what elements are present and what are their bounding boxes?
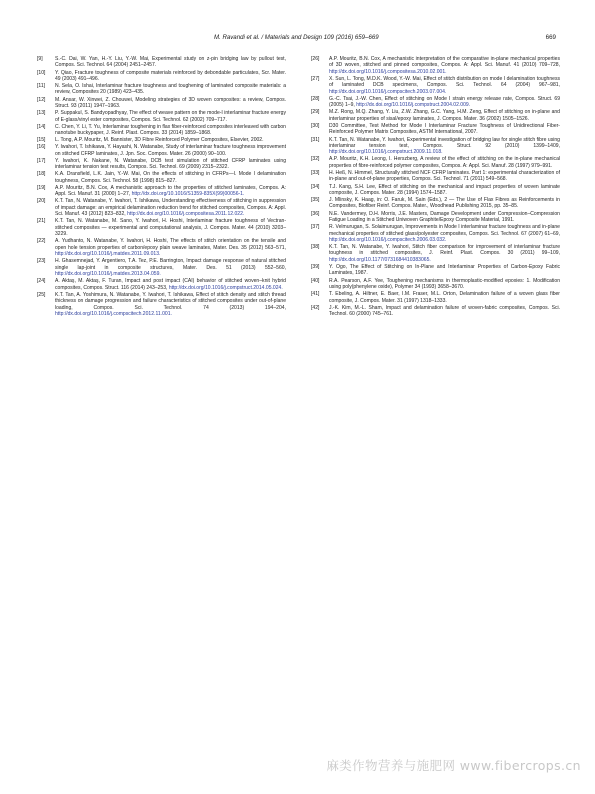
reference-citation: J.-K. Kim, M.-L. Sham, Impact and delamination failure of woven-fabric composites, Compos. Sci. Technol. 60 (2000) 745–761. (329, 304, 560, 318)
reference-text (329, 224, 560, 243)
reference-number: [31] (311, 136, 320, 143)
reference-text (329, 291, 560, 304)
reference-entry (311, 109, 560, 122)
reference-citation: Y. Ogo, The Effect of Stitching on In-Plane and Interlaminar Properties of Carbon-Epoxy Fabric Laminates, 1987. (329, 264, 560, 277)
reference-text (329, 264, 560, 277)
doi-link[interactable]: http://dx.doi.org/10.1016/j.matdes.2013.04.059. (55, 271, 161, 278)
reference-number: [37] (311, 224, 320, 231)
reference-number: [23] (37, 258, 46, 265)
reference-citation: P. Suppakul, S. Bandyopadhyay, The effect of weave pattern on the mode-I interlaminar fracture energy of E-glass/vinyl ester composites, Compos. Sci. Technol. 62 (2002) 709–717. (55, 110, 286, 123)
reference-text (329, 197, 560, 210)
reference-entry (37, 158, 286, 171)
reference-text (55, 137, 286, 143)
reference-number: [18] (37, 171, 46, 178)
reference-text (329, 170, 560, 183)
doi-link[interactable]: http://dx.doi.org/10.1016/j.compscitech.2006.03.032. (329, 236, 447, 243)
reference-entry (37, 70, 286, 83)
reference-number: [40] (311, 277, 320, 284)
reference-citation: A. Yudhanto, N. Watanabe, Y. Iwahori, H. Hoshi, The effects of stitch orientation on the tensile and open hole tension properties of carbon/epoxy plain weave laminates, Mater. Des. 35 (2012) 563–571, (55, 238, 286, 251)
reference-citation: N. Sela, O. Ishai, Interlaminar fracture toughness and toughening of laminated composite materials: a review, Composites 20 (1989) 423–435. (55, 83, 286, 96)
site-watermark: 麻类作物营养与施肥网 www.fibercrops.cn (326, 758, 581, 773)
doi-link[interactable]: http://dx.doi.org/10.1016/j.compscitech.2012.11.001. (55, 311, 172, 318)
reference-number: [25] (37, 291, 46, 298)
reference-number: [42] (311, 304, 320, 311)
reference-text (55, 144, 286, 157)
reference-number: [21] (37, 218, 46, 225)
reference-entry (311, 156, 560, 169)
reference-text (55, 124, 286, 137)
reference-number: [34] (311, 183, 320, 190)
reference-entry (37, 144, 286, 157)
reference-text (55, 292, 286, 318)
doi-link[interactable]: http://dx.doi.org/10.1016/j.compstruct.2014.05.024. (168, 284, 283, 291)
reference-text (329, 123, 560, 136)
doi-link[interactable]: http://dx.doi.org/10.1016/j.compstruct.2009.11.018. (329, 149, 443, 156)
reference-number: [17] (37, 157, 46, 164)
reference-citation: K.T. Tan, N. Watanabe, M. Sano, Y. Iwahori, H. Hoshi, Interlaminar fracture toughness of Vectran-stitched composites — experimental and computational analysis, J. Compos. Mater. 44 (2010) 3203–3229. (55, 218, 286, 238)
reference-entry (37, 278, 286, 291)
reference-entry (311, 211, 560, 224)
reference-citation: K.T. Tan, N. Watanabe, Y. Iwahori, T. Ishikawa, Understanding effectiveness of stitching in suppression of impact damage: an empirical delamination reduction trend for stitched composites, Compos. A: Appl. Sci. Manuf. 43 (2012) 823–832, (55, 198, 286, 218)
reference-text (55, 238, 286, 257)
reference-entry (37, 110, 286, 123)
reference-entry (311, 305, 560, 318)
page-number: 669 (545, 34, 556, 41)
reference-text (329, 278, 560, 291)
doi-link[interactable]: http://dx.doi.org/10.1177/0731684410383065. (329, 256, 431, 263)
references-left-column (37, 56, 286, 318)
reference-number: [20] (37, 198, 46, 205)
reference-number: [19] (37, 184, 46, 191)
doi-link[interactable]: http://dx.doi.org/10.1016/j.compscitech.2003.07.004. (329, 88, 447, 95)
doi-link[interactable]: http://dx.doi.org/10.1016/j.matdes.2011.09.013. (55, 251, 161, 258)
reference-number: [14] (37, 123, 46, 130)
reference-citation: K.T. Tan, N. Watanabe, Y. Iwahori, Stitch fiber comparison for improvement of interlaminar fracture toughness in stitched composites, J. Reinf. Plast. Compos. 30 (2011) 99–109, (329, 244, 560, 257)
reference-number: [33] (311, 169, 320, 176)
reference-number: [38] (311, 244, 320, 251)
reference-text (329, 211, 560, 224)
reference-text (329, 184, 560, 197)
reference-text (55, 110, 286, 123)
doi-link[interactable]: http://dx.doi.org/10.1016/S1359-835X(99)00056-1. (131, 191, 245, 198)
reference-citation: X. Sun, L. Tong, M.D.K. Wood, Y.-W. Mai, Effect of stitch distribution on mode I delamination toughness of laminated DCB specimens, Compos. Sci. Technol. 64 (2004) 967–981, (329, 75, 560, 89)
reference-entry (311, 56, 560, 75)
reference-citation: Y. Iwahori, T. Ishikawa, Y. Hayashi, N. Watanabe, Study of interlaminar fracture toughness improvement on stitched CFRP laminates, J. Jpn. Soc. Compos. Mater. 26 (2000) 90–100. (55, 144, 286, 157)
references-right-column (311, 56, 560, 318)
reference-entry (311, 137, 560, 156)
reference-citation: A.P. Mouritz, B.N. Cox, A mechanistic approach to the properties of stitched laminates, Compos. A: Appl. Sci. Manuf. 31 (2000) 1–27, (55, 184, 286, 198)
reference-entry (37, 258, 286, 277)
reference-entry (37, 238, 286, 257)
journal-header-title: M. Ravandi et al. / Materials and Design 109 (2016) 659–669 (214, 34, 379, 41)
reference-text (55, 278, 286, 291)
reference-citation: G.-C. Tsai, J.-W. Chen, Effect of stitching on Mode I strain energy release rate, Compos. Struct. 69 (2005) 1–9, (329, 95, 560, 109)
reference-citation: M. Ansar, W. Xinwei, Z. Chouwei, Modeling strategies of 3D woven composites: a review, Compos. Struct. 93 (2011) 1947–1963. (55, 96, 286, 110)
reference-citation: Y. Qiao, Fracture toughness of composite materials reinforced by debondable particulates, Scr. Mater. 49 (2003) 491–496. (55, 69, 286, 82)
reference-number: [39] (311, 264, 320, 271)
doi-link[interactable]: http://dx.doi.org/10.1016/j.compstruct.2004.02.009. (356, 102, 471, 109)
reference-number: [24] (37, 278, 46, 285)
reference-citation: K.A. Dransfield, L.K. Jain, Y.-W. Mai, On the effects of stitching in CFRPs—I. Mode I delamination toughness, Compos. Sci. Technol. 58 (1998) 815–827. (55, 171, 286, 184)
reference-entry (37, 83, 286, 96)
reference-citation: M.Z. Rong, M.Q. Zhang, Y. Liu, Z.W. Zhang, G.C. Yang, H.M. Zeng, Effect of stitching on in-plane and interlaminar properties of sisal/epoxy laminates, J. Compos. Mater. 36 (2002) 1505–1526. (329, 109, 560, 122)
reference-entry (37, 171, 286, 184)
reference-citation: C. Chen, Y. Li, T. Yu, Interlaminar toughening in flax fiber-reinforced composites interleaved with carbon nanotube buckypaper, J. Reinf. Plast. Compos. 33 (2014) 1859–1868. (55, 123, 286, 137)
reference-text (55, 83, 286, 96)
reference-citation: Y. Iwahori, K. Nakane, N. Watanabe, DCB test simulation of stitched CFRP laminates using interlaminar tension test results, Compos. Sci. Technol. 69 (2009) 2315–2322. (55, 157, 286, 171)
reference-citation: K.T. Tan, N. Watanabe, Y. Iwahori, Experimental investigation of bridging law for single stitch fibre using interlaminar tension test, Compos. Struct. 92 (2010) 1399–1409, (329, 136, 560, 149)
reference-entry (37, 218, 286, 237)
reference-entry (311, 291, 560, 304)
reference-citation: S.-C. Dai, W. Yan, H.-Y. Liu, Y.-W. Mai, Experimental study on z-pin bridging law by pullout test, Compos. Sci. Technol. 64 (2004) 2451–2457. (55, 56, 286, 69)
reference-entry (37, 198, 286, 217)
reference-citation: H. Ghasemnejad, Y. Argentiero, T.A. Tez, P.E. Barrington, Impact damage response of natural stitched single lap-joint in composite structures, Mater. Des. 51 (2013) 552–560, (55, 258, 286, 271)
reference-citation: H. Heß, N. Himmel, Structurally stitched NCF CFRP laminates. Part 1: experimental characterization of in-plane and out-of-plane properties, Compos. Sci. Technol. 71 (2011) 549–568. (329, 169, 560, 183)
reference-citation: A. Aktaş, M. Aktaş, F. Turan, Impact and post impact (CAI) behavior of stitched woven–knit hybrid composites, Compos. Struct. 116 (2014) 243–253, (55, 278, 286, 291)
reference-number: [9] (37, 56, 43, 62)
reference-text (55, 185, 286, 198)
reference-text (329, 56, 560, 75)
reference-text (329, 76, 560, 95)
reference-entry (311, 96, 560, 109)
reference-number: [15] (37, 137, 46, 144)
reference-citation: K.T. Tan, A. Yoshimura, N. Watanabe, Y. Iwahori, T. Ishikawa, Effect of stitch density and stitch thread thickness on damage progression and failure characteristics of stitched composites under out-of-plane loading, Compos. Sci. Technol. 74 (2013) 194–204, (55, 291, 286, 311)
reference-text (55, 70, 286, 83)
reference-number: [16] (37, 144, 46, 151)
reference-text (329, 109, 560, 122)
reference-text (329, 305, 560, 318)
reference-number: [28] (311, 95, 320, 102)
reference-citation: J. Mlinsky, K. Haag, in: O. Faruk, M. Sain (Eds.), 2 — The Use of Flax Fibres as Reinforcements in Composites, Biofiber Reinf. Compos. Mater., Woodhead Publishing 2015, pp. 35–85. (329, 197, 560, 210)
reference-entry (311, 264, 560, 277)
reference-text (329, 96, 560, 109)
reference-entry (37, 56, 286, 69)
reference-entry (311, 197, 560, 210)
reference-citation: T. Ebeling, A. Hiltner, E. Baer, I.M. Fraser, M.L. Orton, Delamination failure of a woven glass fiber composite, J. Compos. Mater. 31 (1997) 1318–1333. (329, 291, 560, 304)
reference-number: [27] (311, 75, 320, 82)
reference-number: [29] (311, 109, 320, 116)
reference-entry (311, 123, 560, 136)
reference-text (55, 171, 286, 184)
reference-text (55, 56, 286, 69)
reference-citation: D30 Committee, Test Method for Mode I Interlaminar Fracture Toughness of Unidirectional Fiber-Reinforced Polymer Matrix Composites, ASTM International, 2007. (329, 122, 560, 136)
reference-text (55, 97, 286, 110)
running-header (0, 34, 595, 46)
reference-entry (311, 224, 560, 243)
reference-number: [10] (37, 69, 46, 76)
reference-citation: A.P. Mouritz, B.N. Cox, A mechanistic interpretation of the comparative in-plane mechanical properties of 3D woven, stitched and pinned composites, Compos. A: Appl. Sci. Manuf. 41 (2010) 709–728, (329, 56, 560, 69)
reference-citation: T.J. Kang, S.H. Lee, Effect of stitching on the mechanical and impact properties of woven laminate composite, J. Compos. Mater. 28 (1994) 1574–1587. (329, 183, 560, 196)
reference-entry (311, 76, 560, 95)
reference-citation: R.A. Pearson, A.F. Yee, Toughening mechanisms in thermoplastic-modified epoxies: 1. Modification using poly(phenylene oxide), Polymer 34 (1993) 3658–3670. (329, 277, 560, 290)
doi-link[interactable]: http://dx.doi.org/10.1016/j.compositesa.2010.02.001. (329, 68, 447, 75)
reference-entry (311, 244, 560, 263)
reference-number: [22] (37, 238, 46, 245)
reference-number: [13] (37, 110, 46, 117)
reference-entry (37, 292, 286, 318)
doi-link[interactable]: http://dx.doi.org/10.1016/j.compositesa.2011.12.022. (127, 211, 245, 218)
reference-entry (311, 184, 560, 197)
reference-entry (37, 97, 286, 110)
reference-citation: N.E. Vandermey, D.H. Morris, J.E. Masters, Damage Development under Compression–Compression Fatigue Loading in a Stitched Uniwoven Graphite/Epoxy Composite Material, 1991. (329, 210, 560, 223)
reference-number: [36] (311, 210, 320, 217)
reference-text (55, 258, 286, 277)
reference-number: [26] (311, 56, 320, 62)
reference-entry (37, 185, 286, 198)
reference-text (329, 244, 560, 263)
reference-citation: L. Tong, A.P. Mouritz, M. Bannister, 3D Fibre Reinforced Polymer Composites, Elsevier, 2002. (55, 137, 264, 144)
reference-citation: A.P. Mouritz, K.H. Leong, I. Herszberg, A review of the effect of stitching on the in-plane mechanical properties of fibre-reinforced polymer composites, Compos. A: Appl. Sci. Manuf. 28 (1997) 979–991. (329, 156, 560, 169)
reference-text (55, 218, 286, 237)
reference-text (55, 198, 286, 217)
reference-text (329, 137, 560, 156)
reference-number: [11] (37, 83, 46, 90)
reference-entry (37, 137, 286, 143)
reference-entry (311, 170, 560, 183)
reference-text (329, 156, 560, 169)
reference-entry (311, 278, 560, 291)
reference-number: [12] (37, 96, 46, 103)
reference-number: [30] (311, 122, 320, 129)
reference-number: [41] (311, 291, 320, 298)
reference-entry (37, 124, 286, 137)
reference-number: [32] (311, 156, 320, 163)
reference-number: [35] (311, 197, 320, 204)
reference-citation: R. Velmurugan, S. Solaimurugan, Improvements in Mode I interlaminar fracture toughness and in-plane mechanical properties of stitched glass/polyester composites, Compos. Sci. Technol. 67 (2007) 61–69, (329, 224, 560, 237)
reference-text (55, 158, 286, 171)
